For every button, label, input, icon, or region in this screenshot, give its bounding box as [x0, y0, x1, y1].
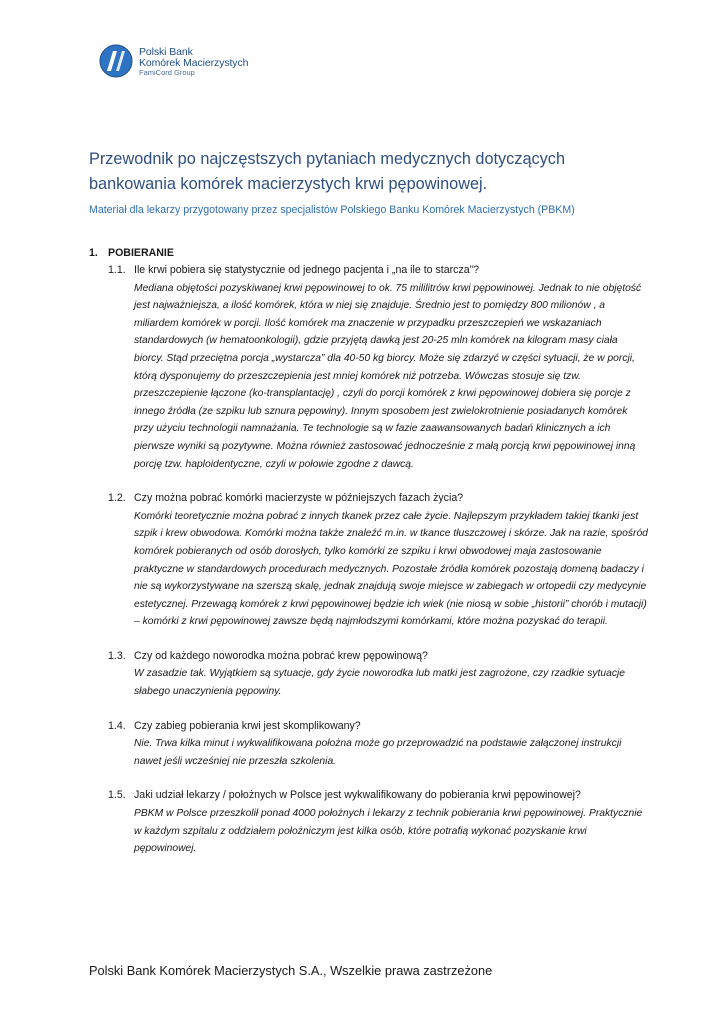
document-title: Przewodnik po najczęstszych pytaniach medycznych dotyczących bankowania komórek macierzystych krwi pępowinowej.	[89, 150, 565, 193]
company-logo	[99, 44, 299, 80]
page-footer: Polski Bank Komórek Macierzystych S.A., Wszelkie prawa zastrzeżone	[89, 963, 493, 978]
document-content	[89, 244, 649, 858]
section-title: POBIERANIE	[108, 247, 174, 259]
question-text: Czy od każdego noworodka można pobrać krew pępowinową?	[134, 649, 428, 662]
question-number: 1.1.	[108, 264, 126, 276]
question-text: Czy można pobrać komórki macierzyste w późniejszych fazach życia?	[134, 492, 464, 505]
section-heading	[89, 244, 649, 262]
question-item	[89, 718, 649, 771]
question-text: Czy zabieg pobierania krwi jest skomplikowany?	[134, 719, 361, 732]
document-subtitle: Materiał dla lekarzy przygotowany przez specjalistów Polskiego Banku Komórek Macierzystych (PBKM)	[89, 204, 575, 216]
question-number: 1.4.	[108, 719, 126, 732]
logo-line-1: Polski Bank	[139, 46, 193, 58]
answer-text: PBKM w Polsce przeszkolił ponad 4000 położnych i lekarzy z technik pobierania krwi pępowinowej. Praktycznie w każdym szpitalu z oddziałem położniczym jest kilka osób, które potrafią wykonać pozyskanie krwi pępowinowej.	[134, 808, 643, 855]
question-item	[89, 490, 649, 631]
answer-text: Komórki teoretycznie można pobrać z innych tkanek przez całe życie. Najlepszym przykładem takiej tkanki jest szpik i krew obwodowa. Komórki można także znaleźć m.in. w tkance tłuszczowej i skórze. Jak na razie, spośród komórek pobieranych od osób dorosłych, tylko komórki ze szpiku i krwi obwodowej maja zastosowanie praktyczne w standardowych procedurach medycznych. Pozostałe źródła komórek pozostają domeną badaczy i nie są wykorzystywane na szerszą skalę, jednak znajdują swoje miejsce w zabiegach w ortopedii czy medycynie estetycznej. Przewagą komórek z krwi pępowinowej będzie ich wiek (nie niosą w sobie „historii” chorób i mutacji) – komórki z krwi pępowinowej zawsze będą najmłodszymi komórkami, które można pozyskać do terapii.	[134, 510, 648, 628]
question-text: Ile krwi pobiera się statystycznie od jednego pacjenta i „na ile to starcza”?	[134, 264, 480, 276]
question-text: Jaki udział lekarzy / położnych w Polsce jest wykwalifikowany do pobierania krwi pępowinowej?	[134, 789, 581, 802]
answer-text: W zasadzie tak. Wyjątkiem są sytuacje, gdy życie noworodka lub matki jest zagrożone, czy rzadkie sytuacje słabego unaczynienia pępowiny.	[134, 668, 626, 698]
question-item	[89, 787, 649, 857]
question-number: 1.5.	[108, 789, 126, 802]
logo-mark-icon	[99, 44, 133, 78]
section-number: 1.	[89, 247, 98, 259]
question-item	[89, 648, 649, 701]
logo-line-3: FamiCord Group	[139, 68, 195, 77]
question-item	[89, 262, 649, 473]
answer-text: Nie. Trwa kilka minut i wykwalifikowana położna może go przeprowadzić na podstawie załączonej instrukcji nawet jeśli wcześniej nie przeszła szkolenia.	[134, 738, 622, 767]
question-number: 1.2.	[108, 492, 126, 505]
logo-wordmark	[139, 47, 248, 77]
logo-line-2: Komórek Macierzystych	[139, 56, 249, 69]
question-number: 1.3.	[108, 649, 126, 662]
answer-text: Mediana objętości pozyskiwanej krwi pępowinowej to ok. 75 mililitrów krwi pępowinowej. Jednak to nie objętość jest najważniejsza, a ilość komórek, która w niej się znajduje. Średnio jest to pomiędzy 800 milionów , a miliardem komórek w porcji. Ilość komórek ma znaczenie w przypadku przeszczepień we wskazaniach standardowych (w hematoonkologii), gdzie przyjętą dawką jest 20-25 mln komórek na kilogram masy ciała biorcy. Stąd przeciętna porcja „wystarcza” dla 40-50 kg biorcy. Może się zdarzyć w części sytuacji, że w porcji, którą dysponujemy do przeszczepienia jest mniej komórek niż potrzeba. Wówczas stosuje się tzw. przeszczepienie łączone (ko-transplantację) , czyli do porcji komórek z krwi pępowinowej dobiera się porcje z innego źródła (ze szpiku lub sznura pępowiny). Innym sposobem jest zwielokrotnienie posiadanych komórek przy użyciu technologii namnażania. Te technologie są w fazie zaawansowanych badań klinicznych a ich pierwsze wyniki są pozytywne. Można również zastosować jednocześnie z małą porcją krwi pępowinowej inną porcję tzw. haploidentyczne, czyli w połowie zgodne z dawcą.	[134, 282, 642, 470]
